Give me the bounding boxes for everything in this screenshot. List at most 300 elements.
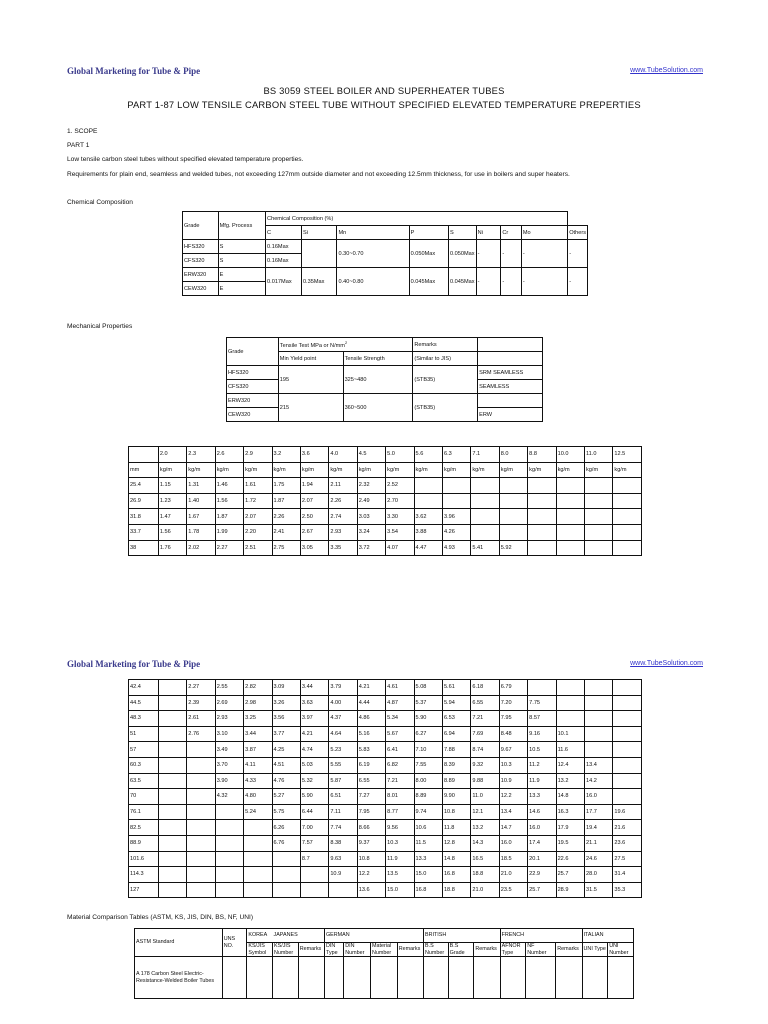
cell — [298, 957, 324, 999]
unit-header: kg/m — [556, 462, 584, 478]
weight-cell — [158, 695, 186, 711]
grade-cell: CFS320 — [227, 380, 279, 394]
french-header: FRENCH — [500, 929, 582, 943]
weight-cell: 6.55 — [357, 773, 385, 789]
mn-cell: 0.30~0.70 — [337, 240, 409, 268]
chemical-composition-table — [182, 211, 588, 296]
weight-cell: 21.1 — [584, 835, 612, 851]
thickness-header: 2.0 — [158, 447, 186, 463]
thickness-header: 5.0 — [386, 447, 414, 463]
weight-cell — [244, 820, 272, 836]
remarks-header: Remarks — [397, 943, 423, 957]
unit-header: kg/m — [187, 462, 215, 478]
ni-cell: - — [476, 240, 501, 268]
unit-header: kg/m — [272, 462, 300, 478]
weight-cell: 19.5 — [556, 835, 584, 851]
weight-cell: 5.90 — [414, 711, 442, 727]
weight-cell: 2.70 — [386, 493, 414, 509]
weight-cell: 3.77 — [272, 726, 300, 742]
table-row — [129, 789, 642, 805]
table-row — [129, 680, 642, 696]
weight-cell — [471, 493, 499, 509]
weight-cell: 5.34 — [386, 711, 414, 727]
weight-cell — [158, 680, 186, 696]
nf-number-header: NF Number — [526, 943, 556, 957]
weight-cell: 9.56 — [386, 820, 414, 836]
od-cell: 101.6 — [129, 851, 159, 867]
weight-cell: 9.63 — [329, 851, 357, 867]
weight-cell: 11.2 — [528, 757, 556, 773]
weight-cell: 6.41 — [386, 742, 414, 758]
mechanical-heading: Mechanical Properties — [67, 323, 133, 330]
weight-cell: 14.6 — [528, 804, 556, 820]
weight-cell: 7.21 — [386, 773, 414, 789]
grade-header: Grade — [183, 212, 219, 240]
od-cell: 38 — [129, 540, 159, 556]
din-number-header: DIN Number — [344, 943, 371, 957]
weight-cell — [528, 478, 556, 494]
remark-blank — [478, 394, 543, 408]
mo-cell: - — [521, 268, 567, 296]
weight-cell: 3.56 — [272, 711, 300, 727]
process-cell: S — [218, 240, 265, 254]
weight-cell: 7.00 — [300, 820, 328, 836]
weight-cell: 23.5 — [499, 882, 527, 898]
weight-cell: 10.8 — [442, 804, 470, 820]
weight-cell: 4.32 — [215, 789, 243, 805]
weight-cell: 5.32 — [300, 773, 328, 789]
weight-cell: 9.16 — [528, 726, 556, 742]
unit-header: kg/m — [528, 462, 556, 478]
weight-cell — [613, 524, 642, 540]
unit-header: kg/m — [414, 462, 442, 478]
weight-cell: 8.00 — [414, 773, 442, 789]
weight-cell — [584, 524, 612, 540]
weight-cell — [300, 867, 328, 883]
weight-cell: 4.33 — [244, 773, 272, 789]
weight-cell: 17.7 — [584, 804, 612, 820]
mechanical-properties-table — [226, 337, 543, 422]
italian-header: ITALIAN — [582, 929, 633, 943]
cell — [556, 957, 582, 999]
cell — [526, 957, 556, 999]
weight-cell: 2.11 — [329, 478, 357, 494]
mo-cell: - — [521, 240, 567, 268]
weight-cell — [158, 742, 186, 758]
weight-cell: 5.55 — [329, 757, 357, 773]
strength-header: Tensile Strength — [343, 352, 413, 366]
weight-cell — [584, 680, 612, 696]
weight-cell: 11.8 — [442, 820, 470, 836]
weight-cell: 23.6 — [613, 835, 642, 851]
cell — [500, 957, 526, 999]
thickness-header: 7.1 — [471, 447, 499, 463]
weight-cell: 7.21 — [471, 711, 499, 727]
od-cell: 63.5 — [129, 773, 159, 789]
table-row — [129, 695, 642, 711]
weight-cell: 12.4 — [556, 757, 584, 773]
weight-cell — [158, 711, 186, 727]
weight-cell: 6.27 — [414, 726, 442, 742]
weight-cell: 4.87 — [386, 695, 414, 711]
weight-cell: 4.00 — [329, 695, 357, 711]
weight-cell: 6.53 — [442, 711, 470, 727]
weight-cell — [244, 851, 272, 867]
process-cell: E — [218, 268, 265, 282]
weight-cell: 4.80 — [244, 789, 272, 805]
unit-header: kg/m — [613, 462, 642, 478]
strength-cell: 360~500 — [343, 394, 413, 422]
cell — [448, 957, 474, 999]
weight-table-2 — [128, 679, 642, 898]
weight-cell: 7.74 — [329, 820, 357, 836]
unit-header: kg/m — [215, 462, 243, 478]
weight-cell — [272, 851, 300, 867]
weight-cell: 13.4 — [584, 757, 612, 773]
weight-cell — [187, 804, 215, 820]
grade-cell: CEW320 — [227, 408, 279, 422]
weight-cell: 17.9 — [556, 820, 584, 836]
weight-cell: 8.01 — [386, 789, 414, 805]
c-cell: 0.017Max — [266, 268, 302, 296]
weight-cell: 6.94 — [442, 726, 470, 742]
weight-cell: 3.24 — [357, 524, 385, 540]
weight-cell: 11.5 — [414, 835, 442, 851]
process-cell: S — [218, 254, 265, 268]
weight-cell: 3.90 — [215, 773, 243, 789]
weight-cell: 2.49 — [357, 493, 385, 509]
weight-cell — [442, 478, 470, 494]
yield-cell: 215 — [278, 394, 343, 422]
unit-header: kg/m — [471, 462, 499, 478]
weight-cell: 7.55 — [414, 757, 442, 773]
din-type-header: DIN Type — [324, 943, 343, 957]
weight-cell — [584, 478, 612, 494]
weight-cell: 5.90 — [300, 789, 328, 805]
weight-cell: 28.9 — [556, 882, 584, 898]
yield-cell: 195 — [278, 366, 343, 394]
weight-cell — [613, 680, 642, 696]
bs-number-header: B.S Number — [424, 943, 449, 957]
col-mn: Mn — [337, 226, 409, 240]
c-cell: 0.16Max — [266, 240, 302, 254]
weight-cell — [528, 680, 556, 696]
weight-cell: 3.44 — [244, 726, 272, 742]
brand-title-page2: Global Marketing for Tube & Pipe — [67, 659, 201, 669]
weight-cell — [215, 835, 243, 851]
weight-cell — [158, 851, 186, 867]
thickness-header: 2.6 — [215, 447, 243, 463]
weight-cell: 22.9 — [528, 867, 556, 883]
weight-cell: 1.23 — [158, 493, 186, 509]
cell — [582, 957, 608, 999]
unit-row — [129, 462, 642, 478]
ksjis-symbol-header: KS/JIS Symbol — [247, 943, 273, 957]
weight-cell: 11.9 — [386, 851, 414, 867]
weight-cell — [613, 789, 642, 805]
unit-header: kg/m — [584, 462, 612, 478]
table-row — [129, 726, 642, 742]
weight-cell — [300, 882, 328, 898]
grade-header: Grade — [227, 338, 279, 366]
unit-header: kg/m — [329, 462, 357, 478]
weight-cell: 3.72 — [357, 540, 385, 556]
weight-cell: 5.37 — [414, 695, 442, 711]
weight-cell — [158, 835, 186, 851]
korea-header: KOREA — [247, 929, 273, 943]
weight-cell — [158, 820, 186, 836]
od-cell: 44.5 — [129, 695, 159, 711]
weight-cell — [187, 820, 215, 836]
scope-heading: 1. SCOPE — [67, 128, 98, 135]
col-p: P — [409, 226, 448, 240]
document-subtitle: PART 1-87 LOW TENSILE CARBON STEEL TUBE WITHOUT SPECIFIED ELEVATED TEMPERATURE PREPERTIES — [127, 99, 641, 110]
weight-cell — [187, 742, 215, 758]
weight-cell: 9.74 — [414, 804, 442, 820]
uni-type-header: UNI Type — [582, 943, 608, 957]
weight-cell: 1.56 — [158, 524, 186, 540]
weight-cell: 17.4 — [528, 835, 556, 851]
table-row — [129, 478, 642, 494]
weight-cell: 31.5 — [584, 882, 612, 898]
weight-cell: 8.57 — [528, 711, 556, 727]
process-cell: E — [218, 282, 265, 296]
weight-cell: 7.10 — [414, 742, 442, 758]
document-title: BS 3059 STEEL BOILER AND SUPERHEATER TUBES — [263, 85, 505, 96]
weight-cell — [584, 695, 612, 711]
table-row — [129, 804, 642, 820]
weight-cell: 2.27 — [215, 540, 243, 556]
weight-cell — [584, 509, 612, 525]
weight-cell: 5.67 — [386, 726, 414, 742]
table-row — [129, 757, 642, 773]
table-row — [129, 509, 642, 525]
weight-cell: 16.8 — [442, 867, 470, 883]
weight-cell: 3.88 — [414, 524, 442, 540]
weight-cell — [329, 882, 357, 898]
weight-cell: 5.83 — [357, 742, 385, 758]
table-row — [129, 835, 642, 851]
s-cell: 0.050Max — [449, 240, 477, 268]
weight-cell: 5.03 — [300, 757, 328, 773]
weight-cell — [471, 524, 499, 540]
weight-cell: 3.54 — [386, 524, 414, 540]
weight-cell: 9.37 — [357, 835, 385, 851]
weight-cell: 10.3 — [499, 757, 527, 773]
weight-cell — [584, 742, 612, 758]
weight-cell: 14.3 — [471, 835, 499, 851]
weight-cell: 3.70 — [215, 757, 243, 773]
weight-cell — [244, 835, 272, 851]
weight-cell: 27.5 — [613, 851, 642, 867]
weight-cell: 2.55 — [215, 680, 243, 696]
weight-cell: 28.0 — [584, 867, 612, 883]
unit-header: kg/m — [386, 462, 414, 478]
weight-cell — [613, 742, 642, 758]
weight-cell: 3.09 — [272, 680, 300, 696]
remark-cell: SEAMLESS — [478, 380, 543, 394]
others-cell: - — [568, 240, 588, 268]
weight-cell: 4.74 — [300, 742, 328, 758]
weight-cell: 31.4 — [613, 867, 642, 883]
table-row — [129, 524, 642, 540]
weight-cell — [158, 867, 186, 883]
weight-cell: 1.56 — [215, 493, 243, 509]
weight-cell: 12.2 — [499, 789, 527, 805]
weight-cell: 13.2 — [471, 820, 499, 836]
thickness-header: 8.0 — [499, 447, 527, 463]
weight-cell: 19.4 — [584, 820, 612, 836]
remark-cell: SRM SEAMLESS — [478, 366, 543, 380]
table-row — [129, 882, 642, 898]
weight-cell: 15.0 — [386, 882, 414, 898]
thickness-header: 2.9 — [244, 447, 272, 463]
weight-cell: 5.08 — [414, 680, 442, 696]
weight-cell: 6.26 — [272, 820, 300, 836]
weight-cell: 6.18 — [471, 680, 499, 696]
weight-cell — [158, 773, 186, 789]
weight-cell: 8.39 — [442, 757, 470, 773]
weight-cell — [215, 820, 243, 836]
weight-cell: 8.74 — [471, 742, 499, 758]
si-cell — [301, 240, 337, 268]
weight-cell: 11.9 — [528, 773, 556, 789]
cell — [608, 957, 634, 999]
table-row — [129, 742, 642, 758]
astm-row-a178: A 178 Carbon Steel Electric-Resistance-Welded Boiler Tubes — [135, 957, 223, 999]
weight-cell: 2.41 — [272, 524, 300, 540]
weight-cell: 5.27 — [272, 789, 300, 805]
col-ni: Ni — [476, 226, 501, 240]
weight-cell: 20.1 — [528, 851, 556, 867]
weight-cell: 4.64 — [329, 726, 357, 742]
weight-cell: 13.3 — [528, 789, 556, 805]
weight-cell — [528, 524, 556, 540]
unit-header: kg/m — [300, 462, 328, 478]
od-cell: 57 — [129, 742, 159, 758]
cr-cell: - — [501, 268, 521, 296]
od-cell: 82.5 — [129, 820, 159, 836]
weight-cell — [187, 867, 215, 883]
website-link-page2[interactable]: www.TubeSolution.com — [630, 660, 703, 667]
mn-cell: 0.40~0.80 — [337, 268, 409, 296]
weight-cell: 1.72 — [244, 493, 272, 509]
c-cell: 0.16Max — [266, 254, 302, 268]
weight-cell: 21.6 — [613, 820, 642, 836]
weight-cell: 19.6 — [613, 804, 642, 820]
scope-line-1: Low tensile carbon steel tubes without specified elevated temperature properties. — [67, 156, 304, 163]
grade-cell: ERW320 — [183, 268, 219, 282]
od-cell: 114.3 — [129, 867, 159, 883]
weight-cell — [613, 726, 642, 742]
weight-cell — [158, 882, 186, 898]
remark-cell: ERW — [478, 408, 543, 422]
weight-cell: 3.63 — [300, 695, 328, 711]
weight-cell: 3.49 — [215, 742, 243, 758]
grade-cell: CEW320 — [183, 282, 219, 296]
thickness-header: 2.3 — [187, 447, 215, 463]
weight-cell — [499, 493, 527, 509]
weight-cell: 13.6 — [357, 882, 385, 898]
weight-cell — [215, 867, 243, 883]
website-link[interactable]: www.TubeSolution.com — [630, 67, 703, 74]
weight-cell: 1.75 — [272, 478, 300, 494]
weight-cell: 1.99 — [215, 524, 243, 540]
scope-part: PART 1 — [67, 142, 90, 149]
weight-cell: 21.0 — [471, 882, 499, 898]
col-mo: Mo — [521, 226, 567, 240]
weight-cell — [158, 804, 186, 820]
weight-cell: 3.87 — [244, 742, 272, 758]
od-cell: 60.3 — [129, 757, 159, 773]
thickness-header: 8.8 — [528, 447, 556, 463]
weight-cell: 4.44 — [357, 695, 385, 711]
grade-cell: HFS320 — [183, 240, 219, 254]
weight-cell: 5.16 — [357, 726, 385, 742]
weight-cell: 2.67 — [300, 524, 328, 540]
ni-cell: - — [476, 268, 501, 296]
weight-cell: 7.95 — [499, 711, 527, 727]
table-row — [129, 820, 642, 836]
weight-cell: 3.05 — [300, 540, 328, 556]
weight-cell — [499, 478, 527, 494]
corner-cell — [129, 447, 159, 463]
thickness-header: 11.0 — [584, 447, 612, 463]
weight-cell: 21.0 — [499, 867, 527, 883]
weight-cell — [215, 851, 243, 867]
mfg-process-header: Mfg. Process — [218, 212, 265, 240]
weight-cell: 2.69 — [215, 695, 243, 711]
weight-cell: 7.69 — [471, 726, 499, 742]
weight-cell — [158, 757, 186, 773]
weight-cell: 8.77 — [386, 804, 414, 820]
weight-cell: 25.7 — [556, 867, 584, 883]
weight-cell: 18.8 — [471, 867, 499, 883]
unit-header: kg/m — [357, 462, 385, 478]
weight-cell — [556, 509, 584, 525]
material-heading: Material Comparison Tables (ASTM, KS, JIS, DIN, BS, NF, UNI) — [67, 914, 254, 921]
weight-cell — [244, 867, 272, 883]
weight-cell: 2.26 — [329, 493, 357, 509]
weight-cell: 3.62 — [414, 509, 442, 525]
remarks-header: Remarks — [556, 943, 582, 957]
weight-cell: 7.20 — [499, 695, 527, 711]
weight-cell — [272, 867, 300, 883]
remarks-blank — [478, 338, 543, 352]
weight-cell: 4.51 — [272, 757, 300, 773]
similar-cell: (STB35) — [413, 366, 478, 394]
weight-cell: 2.39 — [187, 695, 215, 711]
weight-cell: 5.61 — [442, 680, 470, 696]
thickness-row — [129, 447, 642, 463]
weight-cell — [556, 478, 584, 494]
weight-cell: 2.51 — [244, 540, 272, 556]
astm-header: ASTM Standard — [135, 929, 223, 957]
weight-cell: 2.50 — [300, 509, 328, 525]
weight-cell — [556, 695, 584, 711]
weight-cell: 10.8 — [357, 851, 385, 867]
weight-cell: 6.44 — [300, 804, 328, 820]
p-cell: 0.050Max — [409, 240, 448, 268]
weight-cell: 5.92 — [499, 540, 527, 556]
weight-cell — [528, 540, 556, 556]
weight-cell: 3.10 — [215, 726, 243, 742]
weight-cell: 6.55 — [471, 695, 499, 711]
weight-cell: 14.8 — [442, 851, 470, 867]
weight-cell: 11.0 — [471, 789, 499, 805]
od-cell: 76.1 — [129, 804, 159, 820]
weight-cell: 3.44 — [300, 680, 328, 696]
